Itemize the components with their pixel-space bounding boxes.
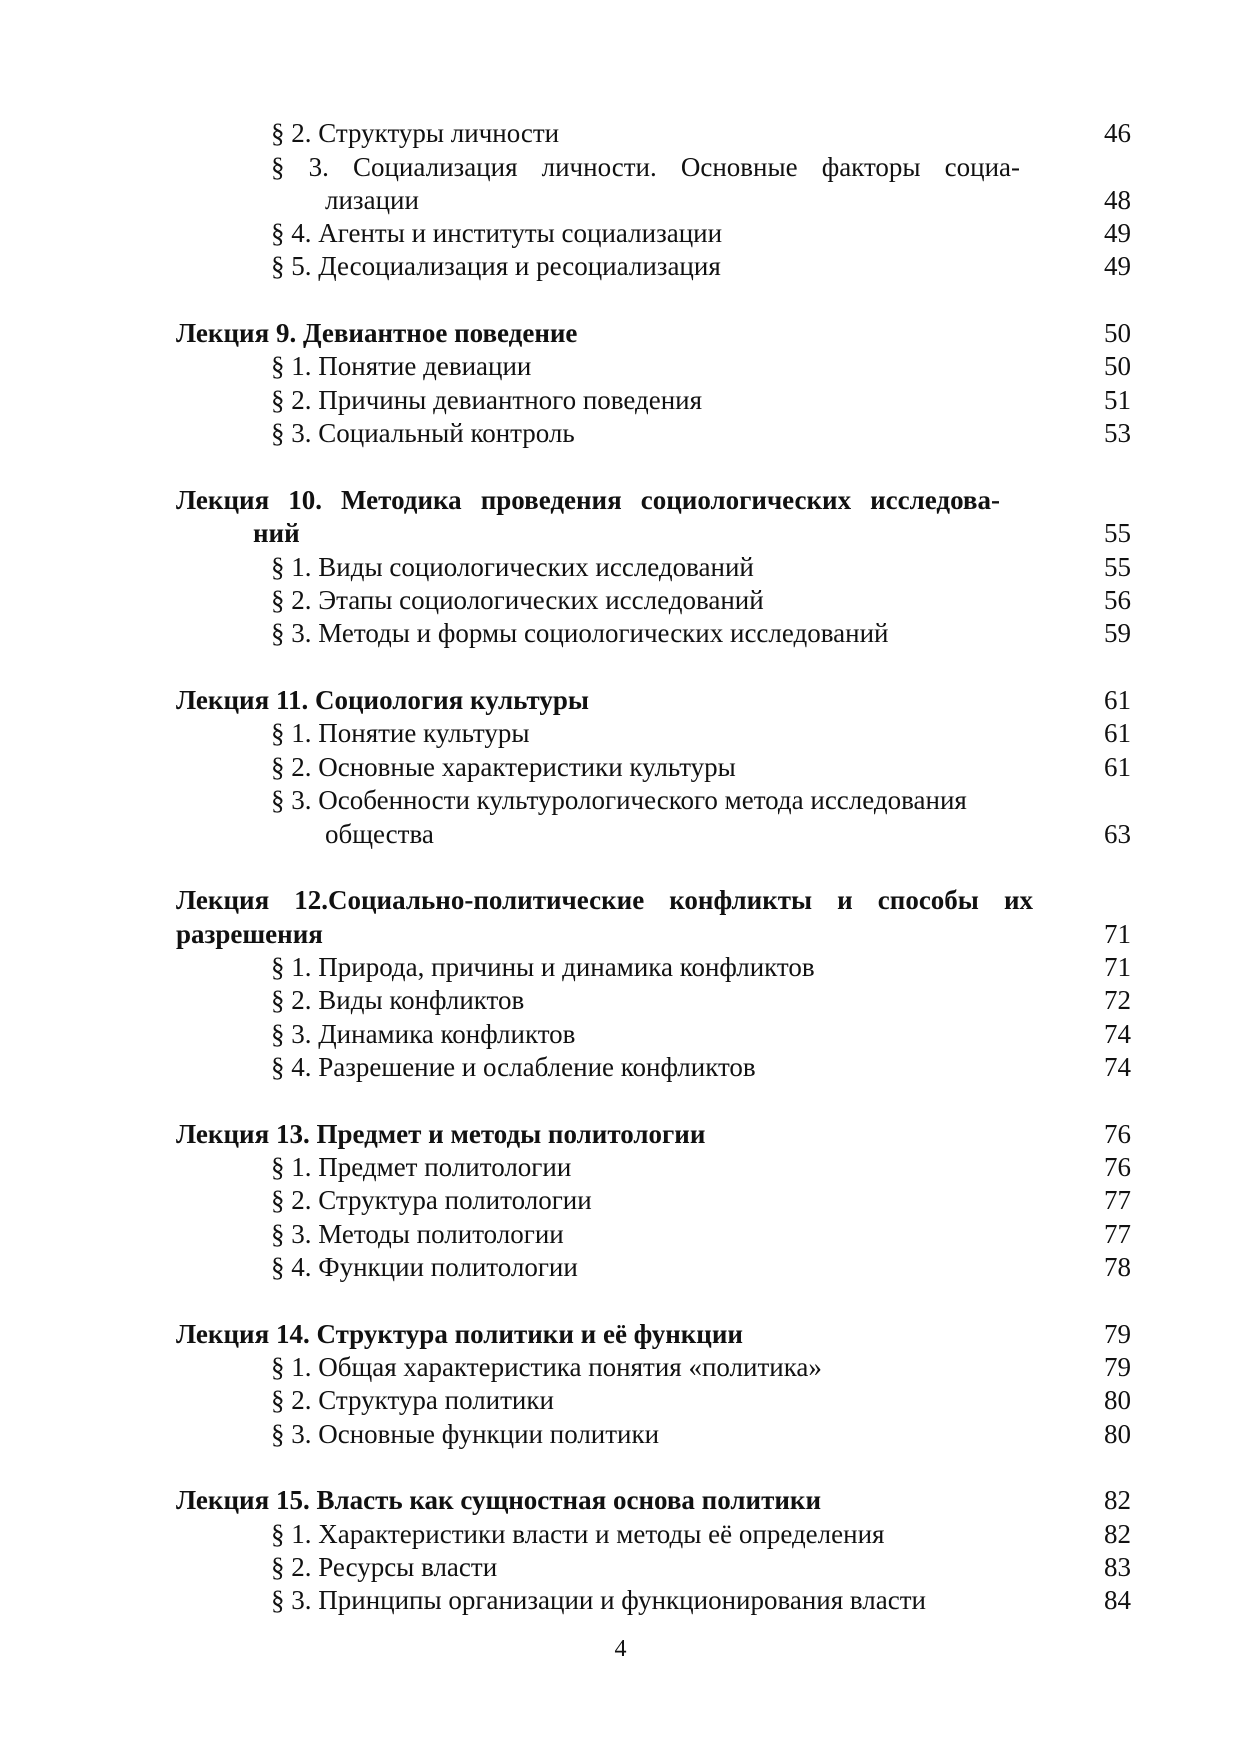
toc-section-continuation: лизации	[325, 185, 419, 215]
toc-lecture-title: Лекция 12.Социально-политические конфликты и способы их	[176, 885, 1033, 915]
toc-lecture-title: Лекция 9. Девиантное поведение	[176, 318, 578, 348]
toc-section-line: § 2. Этапы социологических исследований	[271, 585, 764, 615]
toc-section-line: § 2. Структуры личности	[271, 118, 560, 148]
toc-section-line: § 2. Структура политологии	[271, 1185, 592, 1215]
toc-page-number: 84	[1104, 1585, 1131, 1615]
toc-section-line: § 1. Общая характеристика понятия «политика»	[271, 1352, 822, 1382]
toc-lecture-continuation: ний	[253, 518, 300, 548]
toc-page-number: 74	[1104, 1052, 1131, 1082]
toc-page-number: 76	[1104, 1119, 1131, 1149]
toc-page-number: 74	[1104, 1019, 1131, 1049]
toc-page-number: 71	[1104, 952, 1131, 982]
toc-section-line: § 3. Социализация личности. Основные факторы социа-	[271, 152, 1020, 182]
toc-page-number: 77	[1104, 1185, 1131, 1215]
toc-lecture-title: Лекция 14. Структура политики и её функции	[176, 1319, 743, 1349]
toc-section-line: § 3. Методы и формы социологических исследований	[271, 618, 889, 648]
toc-page-number: 55	[1104, 518, 1131, 548]
toc-section-line: § 1. Понятие культуры	[271, 718, 530, 748]
toc-lecture-title: Лекция 15. Власть как сущностная основа политики	[176, 1485, 822, 1515]
toc-page-number: 53	[1104, 418, 1131, 448]
toc-page-number: 48	[1104, 185, 1131, 215]
toc-lecture-title: Лекция 11. Социология культуры	[176, 685, 589, 715]
toc-page-number: 46	[1104, 118, 1131, 148]
toc-page-number: 71	[1104, 919, 1131, 949]
toc-page-number: 72	[1104, 985, 1131, 1015]
toc-section-line: § 1. Характеристики власти и методы её определения	[271, 1519, 885, 1549]
toc-section-line: § 2. Виды конфликтов	[271, 985, 525, 1015]
toc-section-line: § 1. Природа, причины и динамика конфликтов	[271, 952, 815, 982]
toc-page-number: 76	[1104, 1152, 1131, 1182]
toc-section-line: § 3. Социальный контроль	[271, 418, 575, 448]
toc-lecture-continuation: разрешения	[176, 919, 323, 949]
toc-page-number: 61	[1104, 685, 1131, 715]
toc-page-number: 50	[1104, 351, 1131, 381]
toc-page-number: 80	[1104, 1385, 1131, 1415]
toc-page-number: 83	[1104, 1552, 1131, 1582]
page-number-footer: 4	[614, 1636, 627, 1662]
toc-page-number: 61	[1104, 752, 1131, 782]
toc-section-line: § 4. Разрешение и ослабление конфликтов	[271, 1052, 756, 1082]
toc-page-number: 55	[1104, 552, 1131, 582]
toc-section-continuation: общества	[325, 819, 434, 849]
toc-section-line: § 4. Функции политологии	[271, 1252, 578, 1282]
toc-lecture-title: Лекция 13. Предмет и методы политологии	[176, 1119, 706, 1149]
toc-page-number: 49	[1104, 218, 1131, 248]
toc-page-number: 56	[1104, 585, 1131, 615]
toc-page-number: 49	[1104, 251, 1131, 281]
toc-page-number: 79	[1104, 1352, 1131, 1382]
toc-page-number: 51	[1104, 385, 1131, 415]
toc-section-line: § 1. Предмет политологии	[271, 1152, 572, 1182]
toc-page-number: 63	[1104, 819, 1131, 849]
toc-section-line: § 5. Десоциализация и ресоциализация	[271, 251, 721, 281]
toc-lecture-title: Лекция 10. Методика проведения социологических исследова-	[176, 485, 1000, 515]
toc-section-line: § 2. Причины девиантного поведения	[271, 385, 703, 415]
toc-page-number: 59	[1104, 618, 1131, 648]
toc-section-line: § 3. Методы политологии	[271, 1219, 564, 1249]
toc-page-number: 82	[1104, 1519, 1131, 1549]
toc-section-line: § 2. Основные характеристики культуры	[271, 752, 736, 782]
toc-page-number: 78	[1104, 1252, 1131, 1282]
toc-section-line: § 3. Основные функции политики	[271, 1419, 660, 1449]
toc-section-line: § 1. Виды социологических исследований	[271, 552, 754, 582]
toc-section-line: § 3. Принципы организации и функционирования власти	[271, 1585, 927, 1615]
toc-page-number: 61	[1104, 718, 1131, 748]
toc-section-line: § 1. Понятие девиации	[271, 351, 532, 381]
toc-page-number: 79	[1104, 1319, 1131, 1349]
toc-page-number: 80	[1104, 1419, 1131, 1449]
toc-page-number: 50	[1104, 318, 1131, 348]
toc-section-line: § 3. Динамика конфликтов	[271, 1019, 576, 1049]
toc-section-line: § 2. Ресурсы власти	[271, 1552, 498, 1582]
toc-page-number: 77	[1104, 1219, 1131, 1249]
toc-section-line: § 3. Особенности культурологического метода исследования	[271, 785, 967, 815]
toc-section-line: § 4. Агенты и институты социализации	[271, 218, 723, 248]
toc-section-line: § 2. Структура политики	[271, 1385, 554, 1415]
toc-page-number: 82	[1104, 1485, 1131, 1515]
